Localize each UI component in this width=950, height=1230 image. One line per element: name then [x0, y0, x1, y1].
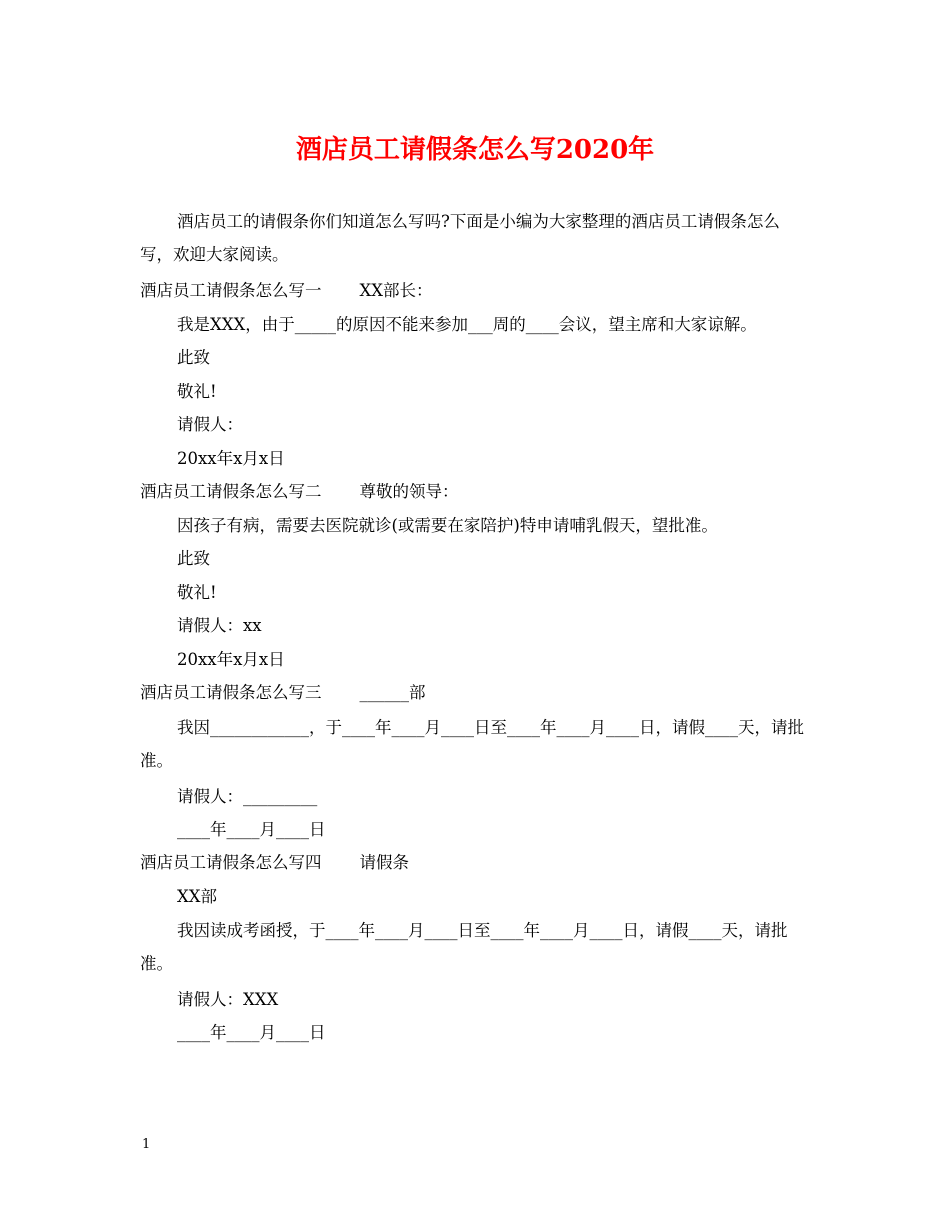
section-1-body: 我是XXX，由于_____的原因不能来参加___周的____会议，望主席和大家谅解。 — [177, 315, 757, 334]
section-4-heading-line — [140, 851, 409, 875]
section-3-heading-line — [140, 681, 426, 705]
section-4-body — [140, 914, 812, 980]
section-2-closing2: 敬礼! — [177, 583, 217, 602]
section-2-closing1: 此致 — [177, 549, 210, 568]
section-2-heading-line — [140, 480, 459, 504]
section-1-heading-line — [140, 279, 433, 303]
section-4-date: ____年____月____日 — [177, 1023, 326, 1042]
section-1-closing2: 敬礼! — [177, 382, 217, 401]
section-3-body-text: 我因____________，于____年____月____日至____年____月____日，请假____天，请批准。 — [140, 718, 804, 770]
section-3-date: ____年____月____日 — [177, 820, 326, 839]
section-4-salutation: 请假条 — [359, 853, 409, 872]
section-3-salutation: ______部 — [359, 683, 426, 702]
section-2-signer: 请假人：xx — [177, 616, 262, 635]
section-4-dept: XX部 — [177, 887, 217, 906]
section-4-signer: 请假人：XXX — [177, 990, 279, 1009]
section-3-body — [140, 711, 812, 777]
page-number: 1 — [142, 1137, 151, 1152]
intro-paragraph — [140, 205, 812, 271]
section-4-heading: 酒店员工请假条怎么写四 — [140, 853, 322, 872]
section-2-date: 20xx年x月x日 — [177, 650, 285, 669]
section-1-date: 20xx年x月x日 — [177, 449, 285, 468]
section-3-heading: 酒店员工请假条怎么写三 — [140, 683, 322, 702]
section-4-body-text: 我因读成考函授，于____年____月____日至____年____月____日，请假____天，请批准。 — [140, 921, 788, 973]
section-2-body: 因孩子有病，需要去医院就诊(或需要在家陪护)特申请哺乳假天，望批准。 — [177, 516, 718, 535]
section-1-signer: 请假人： — [177, 415, 243, 434]
document-title: 酒店员工请假条怎么写2020年 — [295, 135, 655, 165]
intro-text: 酒店员工的请假条你们知道怎么写吗?下面是小编为大家整理的酒店员工请假条怎么写，欢迎大家阅读。 — [140, 212, 780, 264]
section-1-salutation: XX部长： — [359, 281, 433, 300]
section-1-closing1: 此致 — [177, 348, 210, 367]
section-2-heading: 酒店员工请假条怎么写二 — [140, 482, 322, 501]
section-3-signer: 请假人：_________ — [177, 787, 318, 806]
section-1-heading: 酒店员工请假条怎么写一 — [140, 281, 322, 300]
section-2-salutation: 尊敬的领导： — [359, 482, 459, 501]
